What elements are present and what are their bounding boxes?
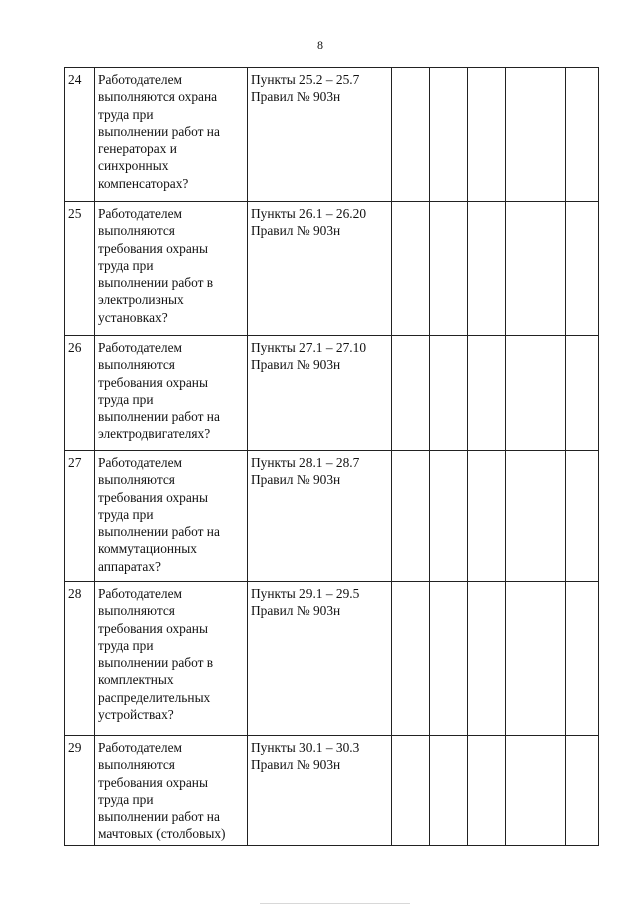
requirement-question: Работодателем выполняются требования охраны труда при выполнении работ в комплектных распределительных устройствах?: [95, 582, 248, 736]
answer-cell-extra[interactable]: [566, 68, 599, 202]
table-row: [65, 582, 599, 736]
row-number: 28: [65, 582, 95, 736]
requirement-reference: Пункты 25.2 – 25.7 Правил № 903н: [248, 68, 392, 202]
answer-cell-no[interactable]: [430, 736, 468, 846]
requirement-question: Работодателем выполняются требования охраны труда при выполнении работ на мачтовых (столбовых): [95, 736, 248, 846]
row-number: 24: [65, 68, 95, 202]
row-number: 29: [65, 736, 95, 846]
requirement-question: Работодателем выполняются требования охраны труда при выполнении работ на электродвигателях?: [95, 336, 248, 451]
answer-cell-extra[interactable]: [566, 451, 599, 582]
answer-cell-no[interactable]: [430, 336, 468, 451]
answer-cell-comment[interactable]: [506, 336, 566, 451]
answer-cell-comment[interactable]: [506, 736, 566, 846]
requirement-question: Работодателем выполняются требования охраны труда при выполнении работ в электролизных установках?: [95, 202, 248, 336]
requirement-question: Работодателем выполняются охрана труда при выполнении работ на генераторах и синхронных компенсаторах?: [95, 68, 248, 202]
requirement-reference: Пункты 26.1 – 26.20 Правил № 903н: [248, 202, 392, 336]
answer-cell-yes[interactable]: [392, 451, 430, 582]
answer-cell-not-applicable[interactable]: [468, 736, 506, 846]
scan-edge-line: [260, 903, 410, 904]
table-row: [65, 68, 599, 202]
answer-cell-comment[interactable]: [506, 202, 566, 336]
requirement-reference: Пункты 28.1 – 28.7 Правил № 903н: [248, 451, 392, 582]
table-row: [65, 336, 599, 451]
page-number: 8: [317, 38, 323, 52]
answer-cell-no[interactable]: [430, 202, 468, 336]
table-row: [65, 451, 599, 582]
answer-cell-not-applicable[interactable]: [468, 68, 506, 202]
requirement-question: Работодателем выполняются требования охраны труда при выполнении работ на коммутационных аппаратах?: [95, 451, 248, 582]
answer-cell-extra[interactable]: [566, 582, 599, 736]
answer-cell-yes[interactable]: [392, 336, 430, 451]
answer-cell-yes[interactable]: [392, 68, 430, 202]
answer-cell-extra[interactable]: [566, 202, 599, 336]
answer-cell-no[interactable]: [430, 582, 468, 736]
answer-cell-not-applicable[interactable]: [468, 202, 506, 336]
row-number: 25: [65, 202, 95, 336]
answer-cell-comment[interactable]: [506, 582, 566, 736]
answer-cell-not-applicable[interactable]: [468, 336, 506, 451]
table-row: [65, 202, 599, 336]
answer-cell-not-applicable[interactable]: [468, 451, 506, 582]
row-number: 27: [65, 451, 95, 582]
answer-cell-yes[interactable]: [392, 202, 430, 336]
answer-cell-not-applicable[interactable]: [468, 582, 506, 736]
answer-cell-comment[interactable]: [506, 451, 566, 582]
requirement-reference: Пункты 30.1 – 30.3 Правил № 903н: [248, 736, 392, 846]
answer-cell-extra[interactable]: [566, 736, 599, 846]
answer-cell-extra[interactable]: [566, 336, 599, 451]
checklist-table: [64, 67, 599, 846]
answer-cell-comment[interactable]: [506, 68, 566, 202]
table-row: [65, 736, 599, 846]
requirement-reference: Пункты 27.1 – 27.10 Правил № 903н: [248, 336, 392, 451]
answer-cell-no[interactable]: [430, 451, 468, 582]
answer-cell-yes[interactable]: [392, 582, 430, 736]
answer-cell-no[interactable]: [430, 68, 468, 202]
requirement-reference: Пункты 29.1 – 29.5 Правил № 903н: [248, 582, 392, 736]
row-number: 26: [65, 336, 95, 451]
answer-cell-yes[interactable]: [392, 736, 430, 846]
